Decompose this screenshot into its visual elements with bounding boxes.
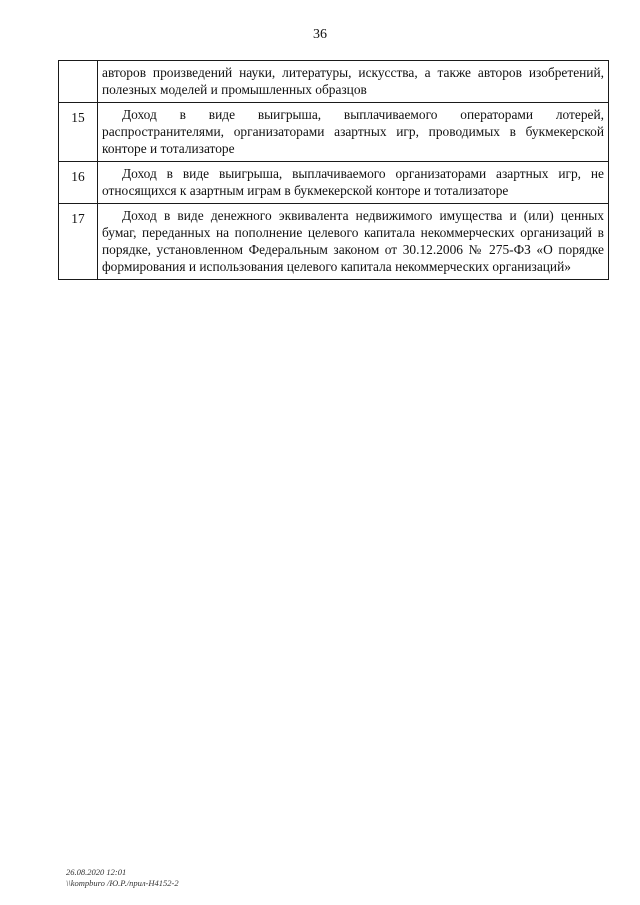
row-number: 17 <box>59 204 98 280</box>
row-text-content: Доход в виде выигрыша, выплачиваемого организаторами азартных игр, не относящихся к азартным играм в букмекерской конторе и тотализаторе <box>102 166 604 198</box>
document-footer <box>66 867 179 889</box>
row-text-content: Доход в виде выигрыша, выплачиваемого операторами лотерей, распространителями, организаторами азартных игр, проводимых в букмекерской конторе и тотализаторе <box>102 107 604 156</box>
row-text <box>98 204 609 280</box>
table-row <box>59 61 609 103</box>
page-number: 36 <box>313 27 327 42</box>
row-text <box>98 103 609 162</box>
footer-file-path: \\kompburo /Ю.Р./прил-Н4152-2 <box>66 878 179 888</box>
table-row <box>59 162 609 204</box>
row-number: 16 <box>59 162 98 204</box>
row-text-content: Доход в виде денежного эквивалента недвижимого имущества и (или) ценных бумаг, переданных на пополнение целевого капитала некоммерческих организаций в порядке, установленном Федеральным законом от 30.12.2006 № 275-ФЗ «О порядке формирования и использования целевого капитала некоммерческих организаций» <box>102 208 604 274</box>
row-number <box>59 61 98 103</box>
row-text <box>98 61 609 103</box>
footer-timestamp: 26.08.2020 12:01 <box>66 867 127 877</box>
table-row <box>59 204 609 280</box>
table-row <box>59 103 609 162</box>
income-table <box>58 60 609 280</box>
row-text <box>98 162 609 204</box>
row-number: 15 <box>59 103 98 162</box>
row-text-content: авторов произведений науки, литературы, искусства, а также авторов изобретений, полезных моделей и промышленных образцов <box>102 65 604 97</box>
